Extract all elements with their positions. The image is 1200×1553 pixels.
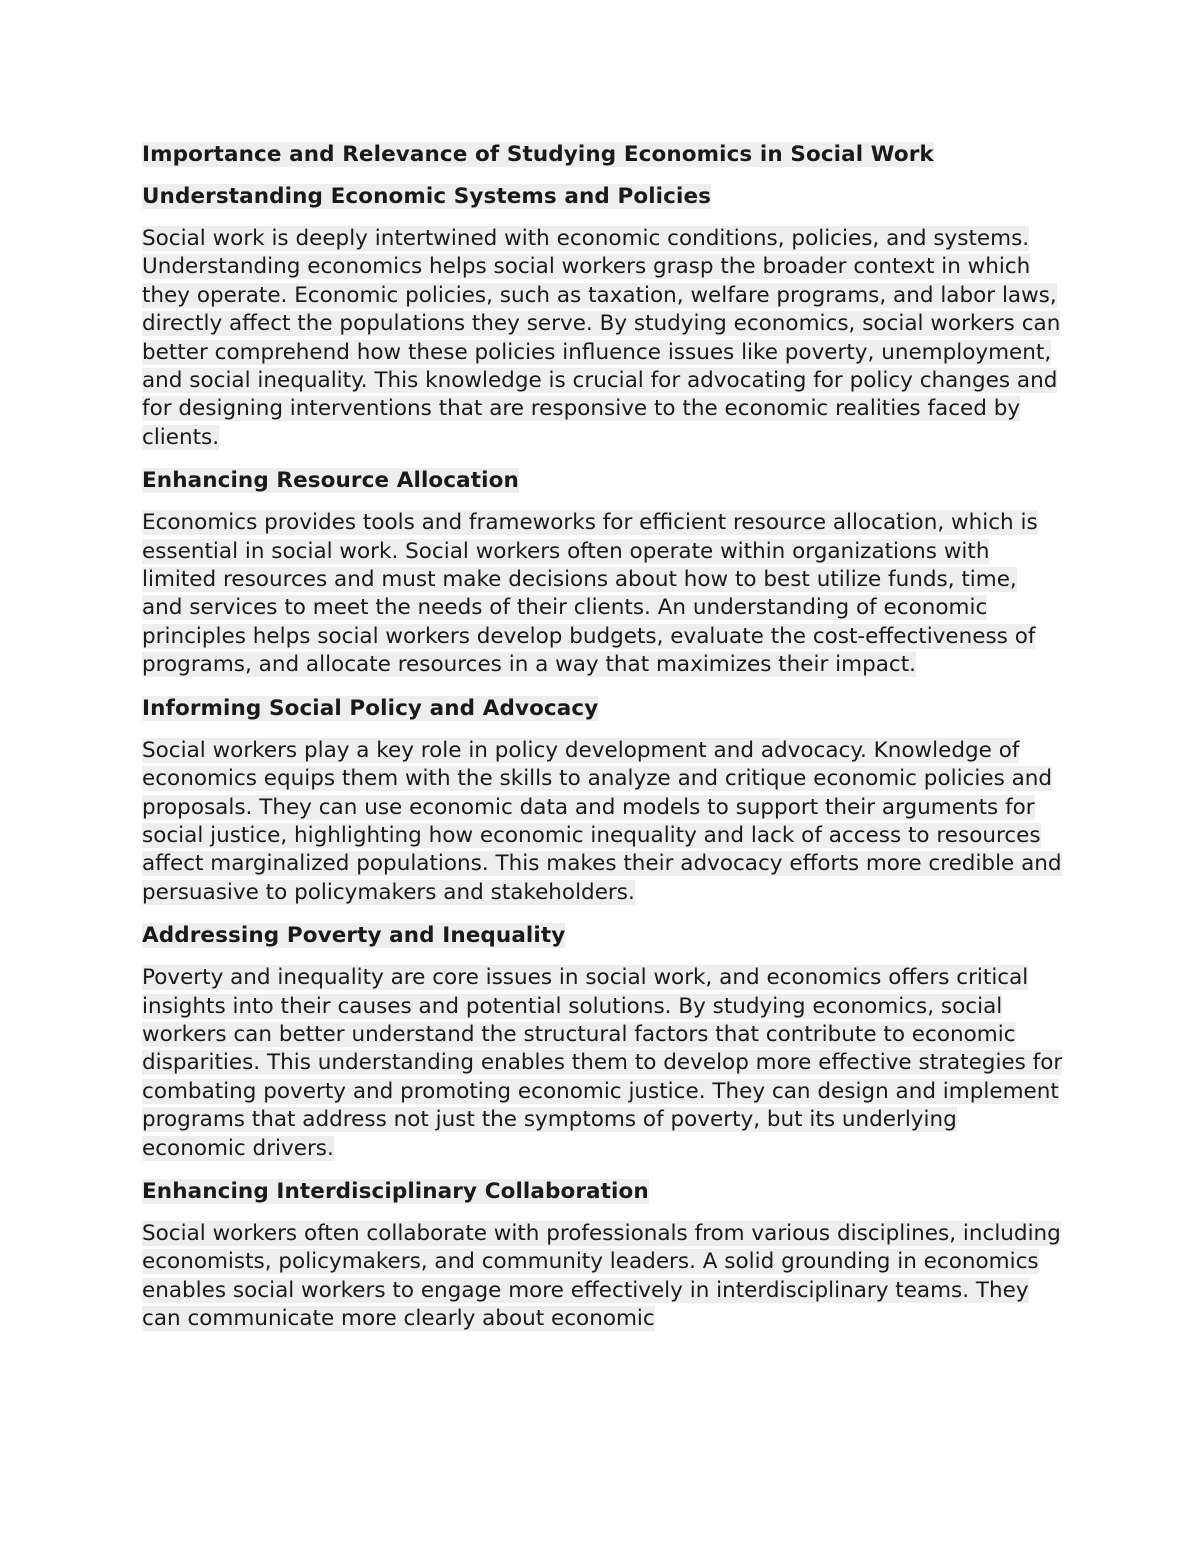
section-paragraph-text: Social work is deeply intertwined with economic conditions, policies, and systems. Understanding economics helps social workers grasp the broader context in which they operate. Economic policies, such as taxation, welfare programs, and labor laws, directly affect the populations they serve. By studying economics, social workers can better comprehend how these policies influence issues like poverty, unemployment, and social inequality. This knowledge is crucial for advocating for policy changes and for designing interventions that are responsive to the economic realities faced by clients. [142,226,1061,450]
section-paragraph-text: Economics provides tools and frameworks for efficient resource allocation, which is essential in social work. Social workers often operate within organizations with limited resources and must make decisions about how to best utilize funds, time, and services to meet the needs of their clients. An understanding of economic principles helps social workers develop budgets, evaluate the cost-effectiveness of programs, and allocate resources in a way that maximizes their impact. [142,510,1038,678]
section-informing-social-policy [142,694,1064,907]
section-paragraph [142,964,1064,1163]
section-paragraph [142,737,1064,907]
section-heading [142,466,1064,496]
section-heading-text: Informing Social Policy and Advocacy [142,695,599,721]
section-heading [142,921,1064,951]
document-title-text: Importance and Relevance of Studying Economics in Social Work [142,142,934,167]
section-enhancing-resource-allocation [142,466,1064,679]
section-heading-text: Addressing Poverty and Inequality [142,923,566,949]
section-heading [142,182,1064,212]
section-heading-text: Enhancing Resource Allocation [142,468,519,494]
section-paragraph-text: Poverty and inequality are core issues in social work, and economics offers critical insights into their causes and potential solutions. By studying economics, social workers can better understand the structural factors that contribute to economic disparities. This understanding enables them to develop more effective strategies for combating poverty and promoting economic justice. They can design and implement programs that address not just the symptoms of poverty, but its underlying economic drivers. [142,965,1063,1161]
section-paragraph-text: Social workers often collaborate with professionals from various disciplines, including economists, policymakers, and community leaders. A solid grounding in economics enables social workers to engage more effectively in interdisciplinary teams. They can communicate more clearly about economic [142,1220,1061,1332]
section-interdisciplinary-collaboration [142,1177,1064,1334]
section-heading-text: Enhancing Interdisciplinary Collaboration [142,1178,649,1204]
section-addressing-poverty [142,921,1064,1163]
section-paragraph [142,1220,1064,1334]
document-page [142,140,1064,1348]
section-understanding-economic-systems [142,182,1064,452]
section-heading-text: Understanding Economic Systems and Policies [142,184,712,209]
document-title [142,140,1064,170]
section-paragraph [142,225,1064,452]
section-heading [142,1177,1064,1207]
section-paragraph-text: Social workers play a key role in policy development and advocacy. Knowledge of economics equips them with the skills to analyze and critique economic policies and proposals. They can use economic data and models to support their arguments for social justice, highlighting how economic inequality and lack of access to resources affect marginalized populations. This makes their advocacy efforts more credible and persuasive to policymakers and stakeholders. [142,737,1062,905]
section-heading [142,694,1064,724]
section-paragraph [142,509,1064,679]
